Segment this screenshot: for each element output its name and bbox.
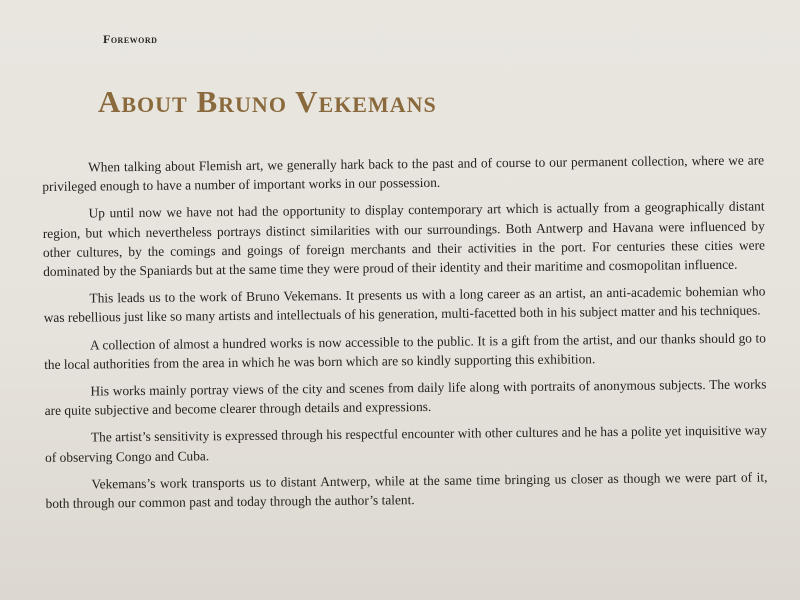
paragraph: When talking about Flemish art, we generally hark back to the past and of course to our permanent collection, where we are privileged enough to have a number of important works in our possession. [42,152,765,195]
paragraph: Vekemans’s work transports us to distant Antwerp, while at the same time bringing us closer as though we were part of it, both through our common past and today through the author’s talent. [45,469,768,512]
paragraph: The artist’s sensitivity is expressed through his respectful encounter with other cultures and he has a polite yet inquisitive way of observing Congo and Cuba. [45,422,767,465]
body-text [42,150,768,521]
paragraph: A collection of almost a hundred works is now accessible to the public. It is a gift from the artist, and our thanks should go to the local authorities from the area in which he was born which are so kindly supporting this exhibition. [44,330,766,372]
paragraph: His works mainly portray views of the city and scenes from daily life along with portraits of anonymous subjects. The works are quite subjective and become clearer through details and expressions. [44,376,767,419]
section-label: Foreword [103,32,158,46]
paragraph: This leads us to the work of Bruno Vekemans. It presents us with a long career as an artist, an anti-academic bohemian who was rebellious just like so many artists and intellectuals of his generation, multi-facetted both in his subject matter and his techniques. [43,283,766,326]
paragraph: Up until now we have not had the opportunity to display contemporary art which is actually from a geographically distant region, but which nevertheless portrays distinct similarities with our surroundings. Both Antwerp and Havana were influenced by other cultures, by the comings and goings of foreign merchants and their activities in the port. For centuries these cities were dominated by the Spaniards but at the same time they were proud of their identity and their maritime and cosmopolitan influence. [42,198,766,280]
page-title: About Bruno Vekemans [98,84,437,119]
